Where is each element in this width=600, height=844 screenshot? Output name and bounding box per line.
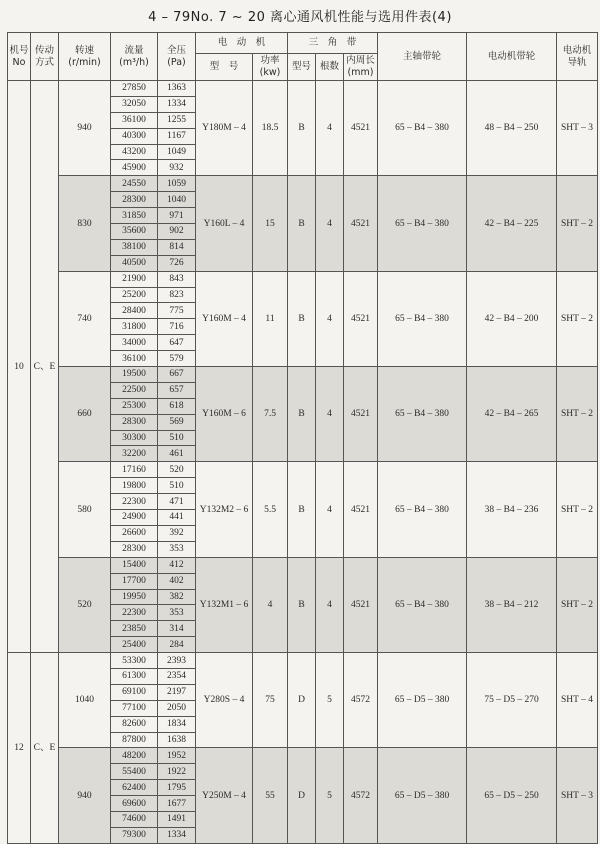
flow-cell: 19800 xyxy=(111,478,158,494)
flow-cell: 32050 xyxy=(111,96,158,112)
pressure-cell: 1040 xyxy=(158,192,196,208)
flow-cell: 31800 xyxy=(111,319,158,335)
speed-cell: 1040 xyxy=(59,653,111,748)
header-drive-mode: 传动 方式 xyxy=(31,33,59,81)
motor-model-cell: Y132M1 – 6 xyxy=(196,557,253,652)
flow-cell: 69600 xyxy=(111,796,158,812)
flow-cell: 77100 xyxy=(111,700,158,716)
flow-cell: 25200 xyxy=(111,287,158,303)
header-flow: 流量 (m³/h) xyxy=(111,33,158,81)
pressure-cell: 902 xyxy=(158,224,196,240)
shaft-pulley-cell: 65 – B4 – 380 xyxy=(378,271,467,366)
motor-model-cell: Y280S – 4 xyxy=(196,653,253,748)
pressure-cell: 1334 xyxy=(158,827,196,843)
motor-pulley-cell: 48 – B4 – 250 xyxy=(467,81,557,176)
belt-count-cell: 5 xyxy=(316,748,344,843)
belt-type-cell: D xyxy=(288,748,316,843)
speed-cell: 940 xyxy=(59,81,111,176)
pressure-cell: 1167 xyxy=(158,128,196,144)
motor-power-cell: 11 xyxy=(253,271,288,366)
motor-model-cell: Y250M – 4 xyxy=(196,748,253,843)
motor-rail-cell: SHT – 3 xyxy=(557,81,598,176)
flow-cell: 79300 xyxy=(111,827,158,843)
flow-cell: 53300 xyxy=(111,653,158,669)
header-motor-rail: 电动机 导轨 xyxy=(557,33,598,81)
flow-cell: 19950 xyxy=(111,589,158,605)
table-row xyxy=(8,367,598,383)
flow-cell: 45900 xyxy=(111,160,158,176)
pressure-cell: 441 xyxy=(158,510,196,526)
table-row xyxy=(8,557,598,573)
fan-performance-table xyxy=(7,32,598,844)
shaft-pulley-cell: 65 – B4 – 380 xyxy=(378,176,467,271)
shaft-pulley-cell: 65 – B4 – 380 xyxy=(378,557,467,652)
pressure-cell: 1795 xyxy=(158,780,196,796)
header-motor-power: 功率 (kw) xyxy=(253,54,288,81)
motor-rail-cell: SHT – 2 xyxy=(557,557,598,652)
flow-cell: 23850 xyxy=(111,621,158,637)
pressure-cell: 1491 xyxy=(158,811,196,827)
motor-power-cell: 75 xyxy=(253,653,288,748)
pressure-cell: 284 xyxy=(158,637,196,653)
speed-cell: 830 xyxy=(59,176,111,271)
pressure-cell: 1834 xyxy=(158,716,196,732)
belt-length-cell: 4572 xyxy=(344,653,378,748)
pressure-cell: 843 xyxy=(158,271,196,287)
flow-cell: 30300 xyxy=(111,430,158,446)
flow-cell: 74600 xyxy=(111,811,158,827)
motor-pulley-cell: 38 – B4 – 236 xyxy=(467,462,557,557)
belt-type-cell: B xyxy=(288,81,316,176)
pressure-cell: 716 xyxy=(158,319,196,335)
shaft-pulley-cell: 65 – B4 – 380 xyxy=(378,81,467,176)
speed-cell: 520 xyxy=(59,557,111,652)
shaft-pulley-cell: 65 – D5 – 380 xyxy=(378,653,467,748)
belt-type-cell: B xyxy=(288,462,316,557)
pressure-cell: 2393 xyxy=(158,653,196,669)
motor-pulley-cell: 42 – B4 – 265 xyxy=(467,367,557,462)
pressure-cell: 726 xyxy=(158,255,196,271)
pressure-cell: 657 xyxy=(158,382,196,398)
motor-power-cell: 7.5 xyxy=(253,367,288,462)
flow-cell: 25400 xyxy=(111,637,158,653)
belt-count-cell: 5 xyxy=(316,653,344,748)
pressure-cell: 775 xyxy=(158,303,196,319)
motor-pulley-cell: 38 – B4 – 212 xyxy=(467,557,557,652)
flow-cell: 38100 xyxy=(111,239,158,255)
header-belt-length: 内周长 (mm) xyxy=(344,54,378,81)
motor-model-cell: Y180M – 4 xyxy=(196,81,253,176)
flow-cell: 43200 xyxy=(111,144,158,160)
flow-cell: 32200 xyxy=(111,446,158,462)
flow-cell: 28300 xyxy=(111,192,158,208)
pressure-cell: 314 xyxy=(158,621,196,637)
header-belt-type: 型号 xyxy=(288,54,316,81)
belt-length-cell: 4521 xyxy=(344,271,378,366)
speed-cell: 740 xyxy=(59,271,111,366)
page-title: 4 – 79No. 7 ~ 20 离心通风机性能与选用件表(4) xyxy=(148,10,452,25)
motor-power-cell: 15 xyxy=(253,176,288,271)
flow-cell: 15400 xyxy=(111,557,158,573)
pressure-cell: 667 xyxy=(158,367,196,383)
pressure-cell: 1677 xyxy=(158,796,196,812)
pressure-cell: 1255 xyxy=(158,112,196,128)
flow-cell: 17700 xyxy=(111,573,158,589)
pressure-cell: 510 xyxy=(158,430,196,446)
belt-type-cell: B xyxy=(288,176,316,271)
pressure-cell: 932 xyxy=(158,160,196,176)
flow-cell: 35600 xyxy=(111,224,158,240)
flow-cell: 22300 xyxy=(111,494,158,510)
table-row xyxy=(8,653,598,669)
flow-cell: 31850 xyxy=(111,208,158,224)
pressure-cell: 823 xyxy=(158,287,196,303)
pressure-cell: 353 xyxy=(158,605,196,621)
pressure-cell: 2354 xyxy=(158,668,196,684)
motor-power-cell: 18.5 xyxy=(253,81,288,176)
table-body xyxy=(8,81,598,844)
pressure-cell: 2050 xyxy=(158,700,196,716)
pressure-cell: 353 xyxy=(158,541,196,557)
pressure-cell: 1922 xyxy=(158,764,196,780)
pressure-cell: 402 xyxy=(158,573,196,589)
belt-type-cell: B xyxy=(288,271,316,366)
flow-cell: 27850 xyxy=(111,81,158,97)
pressure-cell: 647 xyxy=(158,335,196,351)
pressure-cell: 1059 xyxy=(158,176,196,192)
belt-count-cell: 4 xyxy=(316,462,344,557)
motor-rail-cell: SHT – 3 xyxy=(557,748,598,843)
belt-length-cell: 4572 xyxy=(344,748,378,843)
pressure-cell: 392 xyxy=(158,525,196,541)
motor-pulley-cell: 42 – B4 – 225 xyxy=(467,176,557,271)
table-row xyxy=(8,176,598,192)
belt-count-cell: 4 xyxy=(316,367,344,462)
speed-cell: 940 xyxy=(59,748,111,843)
flow-cell: 24550 xyxy=(111,176,158,192)
drive-mode-cell: C、E xyxy=(31,81,59,653)
shaft-pulley-cell: 65 – B4 – 380 xyxy=(378,462,467,557)
shaft-pulley-cell: 65 – B4 – 380 xyxy=(378,367,467,462)
shaft-pulley-cell: 65 – D5 – 380 xyxy=(378,748,467,843)
flow-cell: 19500 xyxy=(111,367,158,383)
pressure-cell: 1952 xyxy=(158,748,196,764)
pressure-cell: 510 xyxy=(158,478,196,494)
header-motor: 电 动 机 xyxy=(196,33,288,54)
flow-cell: 22500 xyxy=(111,382,158,398)
flow-cell: 36100 xyxy=(111,351,158,367)
flow-cell: 21900 xyxy=(111,271,158,287)
header-shaft-pulley: 主轴带轮 xyxy=(378,33,467,81)
pressure-cell: 1638 xyxy=(158,732,196,748)
pressure-cell: 971 xyxy=(158,208,196,224)
table-row xyxy=(8,748,598,764)
pressure-cell: 579 xyxy=(158,351,196,367)
flow-cell: 61300 xyxy=(111,668,158,684)
belt-length-cell: 4521 xyxy=(344,176,378,271)
table-row xyxy=(8,271,598,287)
flow-cell: 26600 xyxy=(111,525,158,541)
pressure-cell: 1334 xyxy=(158,96,196,112)
pressure-cell: 461 xyxy=(158,446,196,462)
flow-cell: 69100 xyxy=(111,684,158,700)
speed-cell: 580 xyxy=(59,462,111,557)
flow-cell: 22300 xyxy=(111,605,158,621)
table-row xyxy=(8,81,598,97)
pressure-cell: 471 xyxy=(158,494,196,510)
flow-cell: 62400 xyxy=(111,780,158,796)
header-motor-pulley: 电动机带轮 xyxy=(467,33,557,81)
flow-cell: 17160 xyxy=(111,462,158,478)
flow-cell: 28300 xyxy=(111,541,158,557)
motor-model-cell: Y160L – 4 xyxy=(196,176,253,271)
belt-length-cell: 4521 xyxy=(344,367,378,462)
motor-rail-cell: SHT – 4 xyxy=(557,653,598,748)
flow-cell: 87800 xyxy=(111,732,158,748)
motor-pulley-cell: 42 – B4 – 200 xyxy=(467,271,557,366)
motor-power-cell: 4 xyxy=(253,557,288,652)
belt-length-cell: 4521 xyxy=(344,81,378,176)
flow-cell: 34000 xyxy=(111,335,158,351)
motor-rail-cell: SHT – 2 xyxy=(557,271,598,366)
pressure-cell: 412 xyxy=(158,557,196,573)
belt-count-cell: 4 xyxy=(316,176,344,271)
motor-power-cell: 5.5 xyxy=(253,462,288,557)
belt-type-cell: B xyxy=(288,367,316,462)
flow-cell: 25300 xyxy=(111,398,158,414)
header-pressure: 全压 (Pa) xyxy=(158,33,196,81)
motor-rail-cell: SHT – 2 xyxy=(557,176,598,271)
header-v-belt: 三 角 带 xyxy=(288,33,378,54)
motor-pulley-cell: 65 – D5 – 250 xyxy=(467,748,557,843)
belt-type-cell: D xyxy=(288,653,316,748)
belt-count-cell: 4 xyxy=(316,271,344,366)
machine-no-cell: 12 xyxy=(8,653,31,844)
flow-cell: 82600 xyxy=(111,716,158,732)
belt-type-cell: B xyxy=(288,557,316,652)
flow-cell: 24900 xyxy=(111,510,158,526)
motor-model-cell: Y160M – 4 xyxy=(196,271,253,366)
speed-cell: 660 xyxy=(59,367,111,462)
machine-no-cell: 10 xyxy=(8,81,31,653)
belt-count-cell: 4 xyxy=(316,557,344,652)
motor-power-cell: 55 xyxy=(253,748,288,843)
pressure-cell: 569 xyxy=(158,414,196,430)
header-machine-no: 机号 No xyxy=(8,33,31,81)
pressure-cell: 2197 xyxy=(158,684,196,700)
header-speed: 转速 (r/min) xyxy=(59,33,111,81)
pressure-cell: 520 xyxy=(158,462,196,478)
motor-rail-cell: SHT – 2 xyxy=(557,367,598,462)
pressure-cell: 618 xyxy=(158,398,196,414)
flow-cell: 28400 xyxy=(111,303,158,319)
motor-pulley-cell: 75 – D5 – 270 xyxy=(467,653,557,748)
flow-cell: 40300 xyxy=(111,128,158,144)
motor-model-cell: Y132M2 – 6 xyxy=(196,462,253,557)
flow-cell: 55400 xyxy=(111,764,158,780)
flow-cell: 28300 xyxy=(111,414,158,430)
drive-mode-cell: C、E xyxy=(31,653,59,844)
pressure-cell: 1363 xyxy=(158,81,196,97)
header-belt-count: 根数 xyxy=(316,54,344,81)
belt-length-cell: 4521 xyxy=(344,462,378,557)
belt-count-cell: 4 xyxy=(316,81,344,176)
flow-cell: 40500 xyxy=(111,255,158,271)
table-row xyxy=(8,462,598,478)
header-motor-model: 型 号 xyxy=(196,54,253,81)
motor-model-cell: Y160M – 6 xyxy=(196,367,253,462)
belt-length-cell: 4521 xyxy=(344,557,378,652)
flow-cell: 36100 xyxy=(111,112,158,128)
motor-rail-cell: SHT – 2 xyxy=(557,462,598,557)
pressure-cell: 382 xyxy=(158,589,196,605)
pressure-cell: 1049 xyxy=(158,144,196,160)
pressure-cell: 814 xyxy=(158,239,196,255)
flow-cell: 48200 xyxy=(111,748,158,764)
